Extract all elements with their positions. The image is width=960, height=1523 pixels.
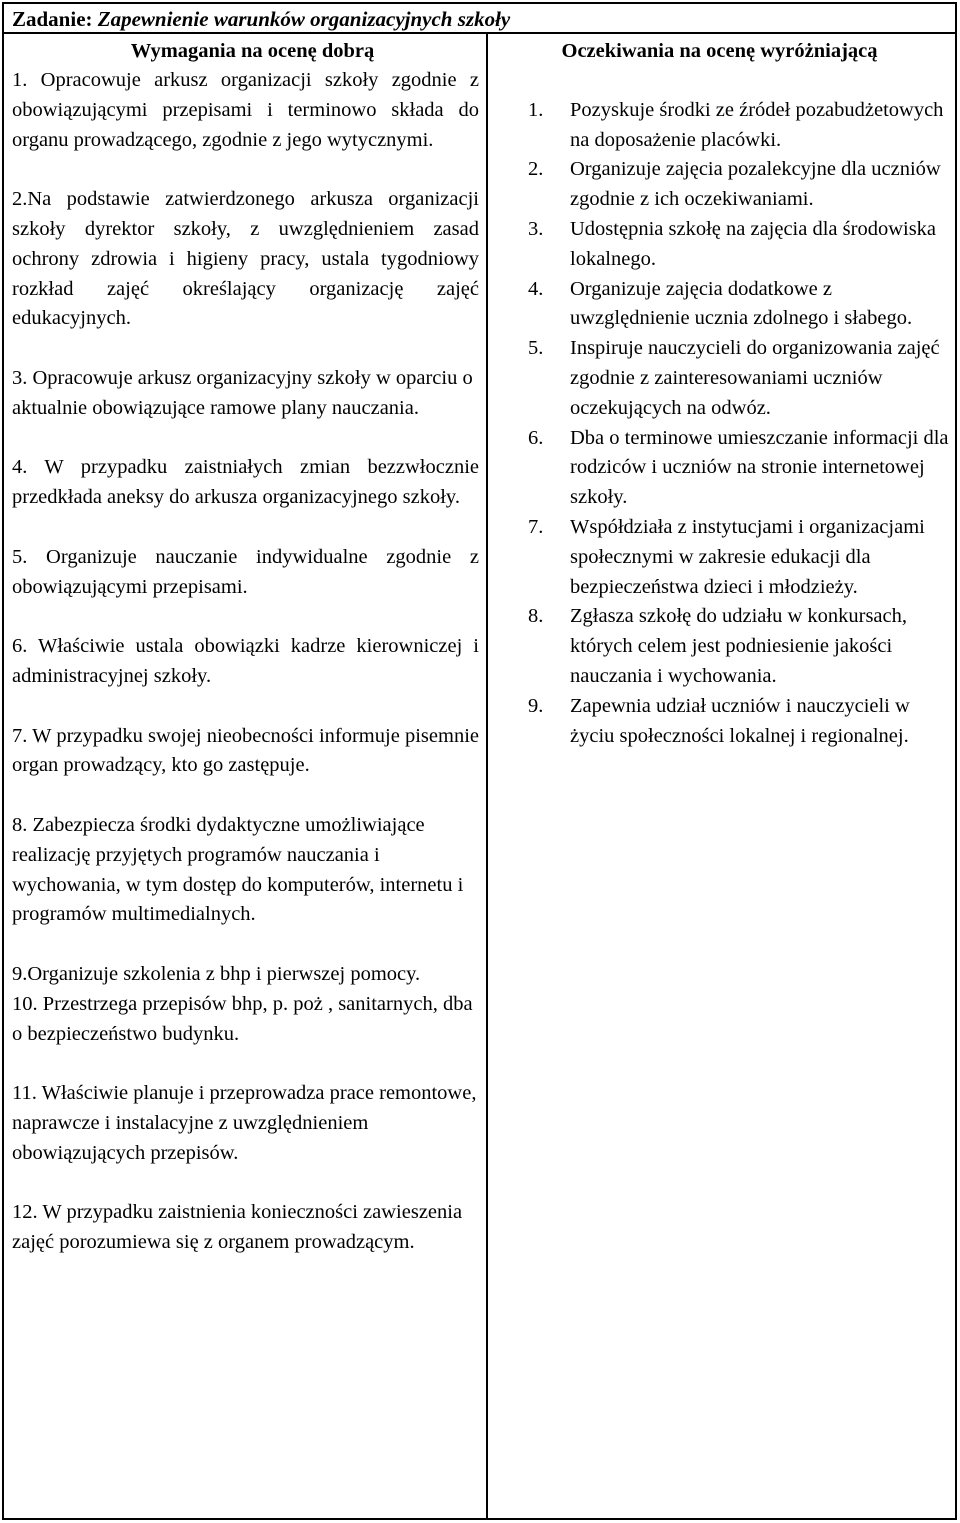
list-item-text: Pozyskuje środki ze źródeł pozabudżetowych na doposażenie placówki. (570, 98, 944, 151)
list-item (496, 215, 949, 275)
good-grade-item-2: 2.Na podstawie zatwierdzonego arkusza organizacji szkoły dyrektor szkoły, z uwzględnieniem zasad ochrony zdrowia i higieny pracy, ustala tygodniowy rozkład zajęć określający organizację zajęć edukacyjnych. (12, 188, 479, 330)
good-grade-item-12: 12. W przypadku zaistnienia konieczności zawieszenia zajęć porozumiewa się z organem prowadzącym. (12, 1201, 463, 1254)
excellent-grade-header: Oczekiwania na ocenę wyróżniającą (561, 40, 878, 62)
list-item-text: Zapewnia udział uczniów i nauczycieli w życiu społeczności lokalnej i regionalnej. (570, 694, 910, 747)
good-grade-item-8: 8. Zabezpiecza środki dydaktyczne umożliwiające realizację przyjętych programów nauczania i wychowania, w tym dostęp do komputerów, internetu i programów multimedialnych. (12, 813, 464, 926)
list-item-text: Organizuje zajęcia dodatkowe z uwzględnienie ucznia zdolnego i słabego. (570, 277, 913, 330)
good-grade-item-10: 10. Przestrzega przepisów bhp, p. poż , sanitarnych, dba o bezpieczeństwo budynku. (12, 992, 473, 1045)
list-item-text: Zgłasza szkołę do udziału w konkursach, których celem jest podniesienie jakości nauczania i wychowania. (570, 605, 908, 687)
list-item-text: Współdziała z instytucjami i organizacjami społecznymi w zakresie edukacji dla bezpieczeństwa dzieci i młodzieży. (570, 515, 925, 598)
list-item-number: 6. (528, 426, 544, 449)
list-item (496, 424, 949, 513)
list-item-text: Organizuje zajęcia pozalekcyjne dla uczniów zgodnie z ich oczekiwaniami. (570, 158, 941, 211)
good-grade-item-6: 6. Właściwie ustala obowiązki kadrze kierowniczej i administracyjnej szkoły. (12, 635, 479, 687)
good-grade-column (4, 34, 486, 1518)
good-grade-item-1: 1. Opracowuje arkusz organizacji szkoły zgodnie z obowiązującymi przepisami i terminowo składa do organu prowadzącego, zgodnie z jego wytycznymi. (12, 69, 479, 151)
list-item-number: 8. (528, 605, 544, 628)
excellent-grade-list (496, 96, 949, 752)
task-title-topic: Zapewnienie warunków organizacyjnych szkoły (97, 7, 511, 31)
list-item (496, 334, 949, 423)
list-item-text: Udostępnia szkołę na zajęcia dla środowiska lokalnego. (570, 217, 937, 270)
good-grade-item-9: 9.Organizuje szkolenia z bhp i pierwszej pomocy. (12, 962, 421, 985)
good-grade-item-11: 11. Właściwie planuje i przeprowadza prace remontowe, naprawcze i instalacyjne z uwzględnieniem obowiązujących przepisów. (12, 1082, 477, 1164)
list-item-text: Inspiruje nauczycieli do organizowania zajęć zgodnie z zainteresowaniami uczniów oczekujących na odwóz. (570, 337, 940, 419)
list-item (496, 513, 949, 602)
good-grade-item-4: 4. W przypadku zaistniałych zmian bezzwłocznie przedkłada aneksy do arkusza organizacyjnego szkoły. (12, 456, 479, 509)
requirements-table (2, 2, 957, 1520)
list-item (496, 692, 949, 752)
task-title (4, 4, 955, 34)
list-item-number: 2. (528, 158, 544, 181)
good-grade-item-3: 3. Opracowuje arkusz organizacyjny szkoły w oparciu o aktualnie obowiązujące ramowe plany nauczania. (12, 366, 473, 419)
list-item-number: 5. (528, 337, 544, 360)
list-item (496, 602, 949, 691)
excellent-grade-column (488, 34, 955, 1518)
list-item-number: 7. (528, 515, 544, 538)
task-title-label: Zadanie: (12, 7, 93, 31)
list-item-text: Dba o terminowe umieszczanie informacji dla rodziców i uczniów na stronie internetowej szkoły. (570, 426, 949, 509)
list-item-number: 9. (528, 694, 544, 717)
good-grade-item-7: 7. W przypadku swojej nieobecności informuje pisemnie organ prowadzący, kto go zastępuje. (12, 724, 479, 777)
header-spacer (496, 66, 949, 96)
list-item (496, 275, 949, 335)
table-body (4, 34, 955, 1518)
list-item (496, 96, 949, 156)
good-grade-header: Wymagania na ocenę dobrą (130, 40, 375, 62)
list-item-number: 1. (528, 98, 544, 121)
list-item-number: 3. (528, 217, 544, 240)
good-grade-item-5: 5. Organizuje nauczanie indywidualne zgodnie z obowiązującymi przepisami. (12, 545, 479, 598)
list-item (496, 155, 949, 215)
list-item-number: 4. (528, 277, 544, 300)
